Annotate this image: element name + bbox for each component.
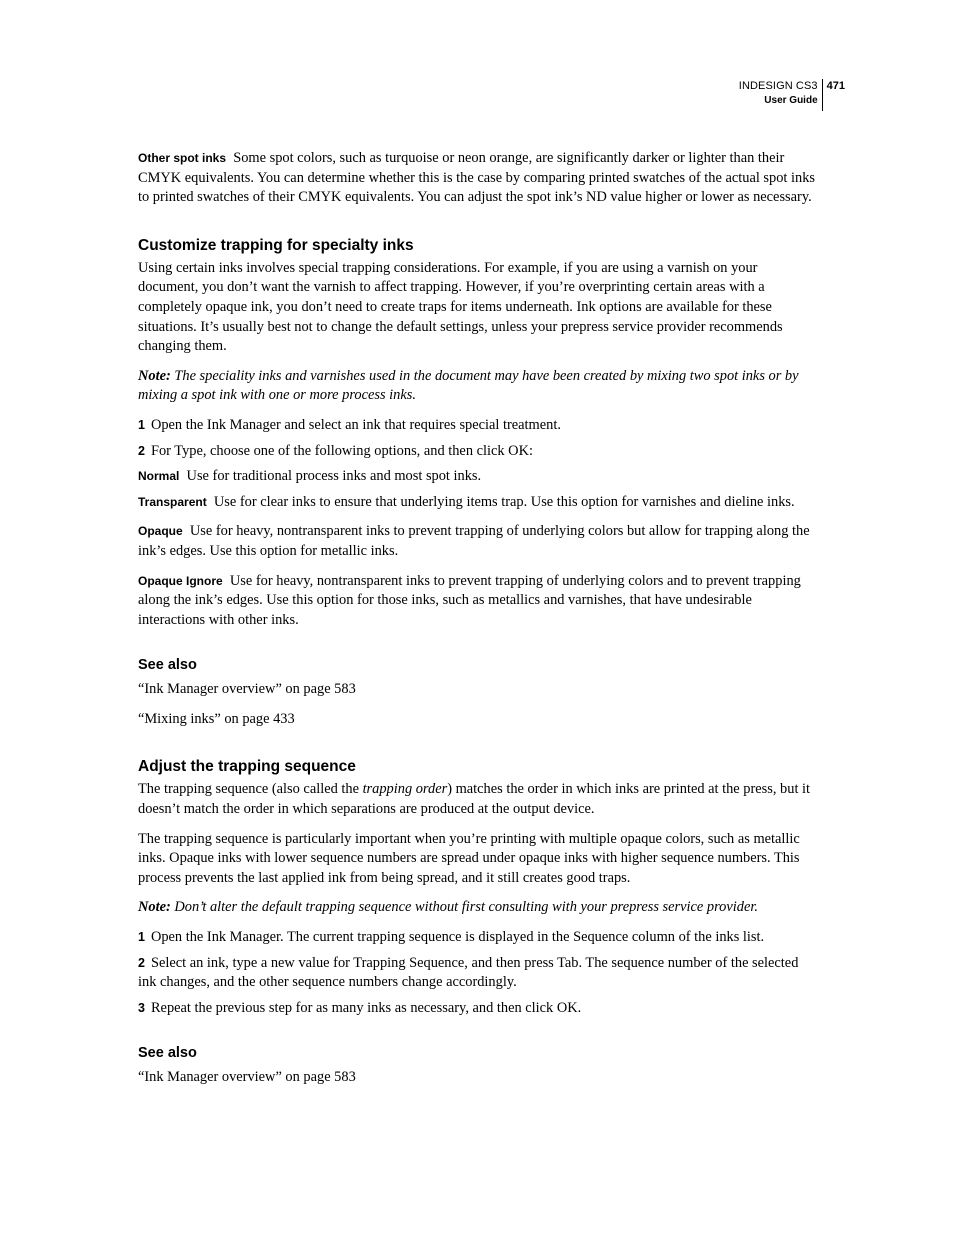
intro-text: Some spot colors, such as turquoise or neon orange, are significantly darker or lighter than their CMYK equivalents. You can determine whether this is the case by comparing printed swatches of the actual spot inks to printed swatches of their CMYK equivalents. You can adjust the spot ink’s ND value higher or lower as necessary. (138, 150, 816, 206)
step-item (138, 442, 818, 462)
intro-paragraph (138, 149, 818, 208)
option-text: Use for traditional process inks and most spot inks. (186, 468, 482, 485)
header-guide: User Guide (764, 95, 818, 106)
step-text: For Type, choose one of the following options, and then click OK: (150, 442, 533, 459)
see-also-heading: See also (138, 657, 197, 674)
note-paragraph (138, 898, 818, 918)
step-text: Open the Ink Manager. The current trapping sequence is displayed in the Sequence column of the inks list. (150, 929, 765, 946)
see-also-link[interactable]: “Ink Manager overview” on page 583 (138, 681, 356, 698)
page-number: 471 (826, 80, 845, 92)
step-text: Repeat the previous step for as many inks as necessary, and then click OK. (150, 999, 582, 1016)
body-emphasis: trapping order (362, 781, 448, 798)
body-text: The trapping sequence (also called the (138, 781, 363, 798)
option-text: Use for heavy, nontransparent inks to prevent trapping of underlying colors but allow for trapping along the ink’s edges. Use this option for metallic inks. (138, 523, 810, 559)
option-term: Transparent (138, 494, 207, 509)
body-paragraph: Using certain inks involves special trapping considerations. For example, if you are using a varnish on your document, you don’t want the varnish to affect trapping. However, if you’re overprinting certain areas with a completely opaque ink, you don’t need to create traps for items underneath. Ink options are available for these situations. It’s usually best not to change the default settings, unless your prepress service provider recommends changing them. (138, 259, 783, 355)
section-heading: Customize trapping for specialty inks (138, 236, 414, 254)
option-item (138, 572, 818, 631)
option-text: Use for clear inks to ensure that underlying items trap. Use this option for varnishes and dieline inks. (213, 493, 795, 510)
note-paragraph (138, 367, 818, 406)
body-text: ) matches the order in which inks are printed at the press, but it doesn’t match the order in which separations are produced at the output device. (138, 781, 811, 818)
option-item (138, 522, 818, 561)
page-body (138, 149, 818, 1098)
header-product: INDESIGN CS3 (738, 80, 818, 92)
step-number: 3 (138, 1000, 145, 1015)
option-text: Use for heavy, nontransparent inks to prevent trapping of underlying colors and to prevent trapping along the ink’s edges. Use this option for those inks, such as metallics and varnishes, that have undesirable interactions with other inks. (138, 572, 801, 628)
see-also-link[interactable]: “Ink Manager overview” on page 583 (138, 1069, 356, 1086)
running-header (739, 79, 845, 111)
step-item (138, 928, 818, 948)
step-number: 2 (138, 443, 145, 458)
step-number: 1 (138, 930, 145, 945)
note-label: Note: (138, 899, 171, 916)
option-term: Opaque (138, 524, 183, 539)
note-text: Don’t alter the default trapping sequence without first consulting with your prepress service provider. (174, 899, 758, 916)
step-text: Open the Ink Manager and select an ink that requires special treatment. (150, 416, 561, 433)
step-text: Select an ink, type a new value for Trapping Sequence, and then press Tab. The sequence number of the selected ink changes, and the other sequence numbers change accordingly. (138, 954, 799, 991)
option-item (138, 493, 818, 513)
step-number: 1 (138, 417, 145, 432)
note-text: The speciality inks and varnishes used in the document may have been created by mixing two spot inks or by mixing a spot ink with one or more process inks. (138, 367, 799, 404)
header-titles (739, 79, 822, 111)
run-in-heading: Other spot inks (138, 151, 227, 165)
see-also-heading: See also (138, 1045, 197, 1062)
note-label: Note: (138, 367, 171, 384)
section-heading: Adjust the trapping sequence (138, 758, 356, 776)
option-term: Opaque Ignore (138, 573, 223, 588)
step-item (138, 999, 818, 1019)
see-also-link[interactable]: “Mixing inks” on page 433 (138, 710, 295, 727)
step-item (138, 416, 818, 436)
body-paragraph: The trapping sequence is particularly important when you’re printing with multiple opaque colors, such as metallic inks. Opaque inks with lower sequence numbers are spread under opaque inks with higher sequence numbers. This process prevents the last applied ink from being spread, and it still creates good traps. (138, 830, 800, 886)
option-item (138, 467, 818, 487)
step-item (138, 954, 818, 993)
step-number: 2 (138, 955, 145, 970)
body-paragraph (138, 780, 818, 819)
option-term: Normal (138, 469, 180, 484)
